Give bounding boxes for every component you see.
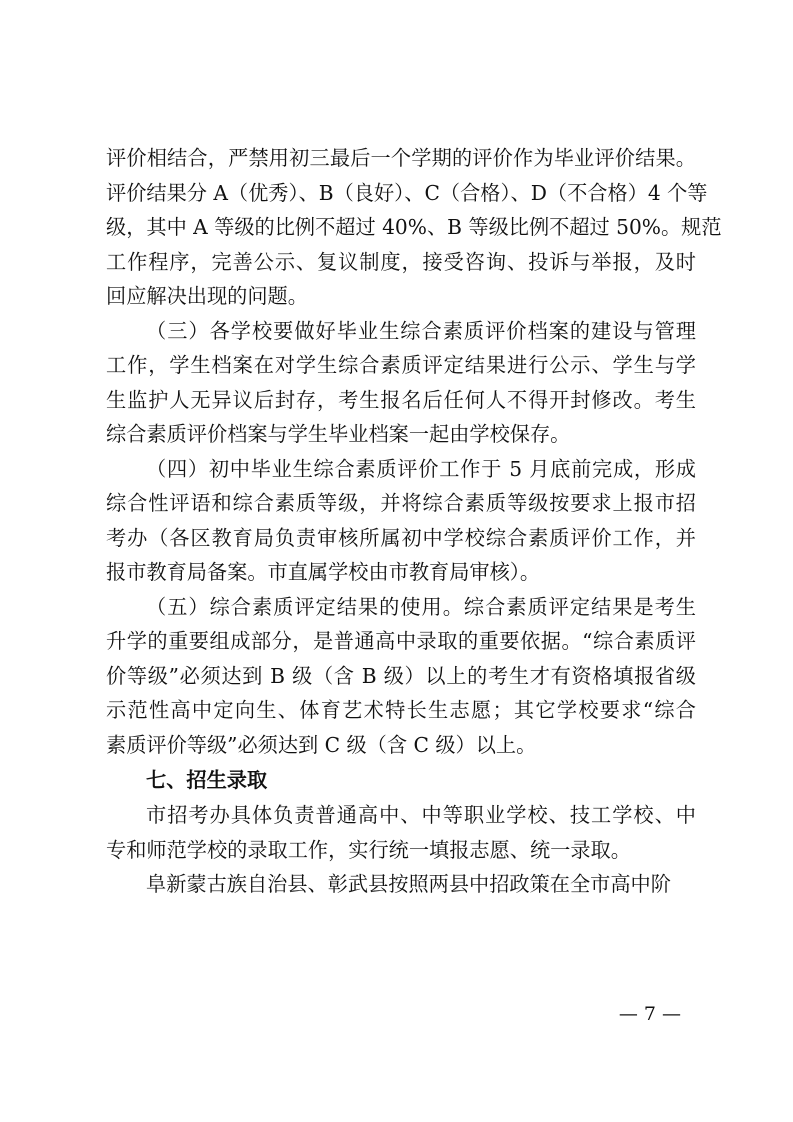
- text-line: 阜新蒙古族自治县、彰武县按照两县中招政策在全市高中阶: [146, 872, 671, 896]
- document-body: [106, 141, 722, 902]
- paragraph-admission-office: [106, 798, 696, 867]
- paragraph-item-four: [106, 452, 696, 590]
- paragraph-item-three: [106, 314, 696, 452]
- text-line: 评价相结合，严禁用初三最后一个学期的评价作为毕业评价结果。: [106, 146, 696, 170]
- text-line: （四）初中毕业生综合素质评价工作于 5 月底前完成，形成: [146, 456, 696, 481]
- text-line: 考办（各区教育局负责审核所属初中学校综合素质评价工作，并: [106, 525, 696, 550]
- paragraph-item-five: [106, 590, 696, 763]
- text-line: 价等级”必须达到 B 级（含 B 级）以上的考生才有资格填报省级: [106, 663, 696, 688]
- text-line: 综合素质评价档案与学生毕业档案一起由学校保存。: [106, 422, 571, 446]
- text-line: 专和师范学校的录取工作，实行统一填报志愿、统一录取。: [106, 837, 631, 862]
- paragraph-evaluation-results: [106, 141, 722, 314]
- section-heading: 七、招生录取: [146, 768, 268, 792]
- text-line: 回应解决出现的问题。: [106, 284, 308, 308]
- text-line: 综合性评语和综合素质等级，并将综合素质等级按要求上报市招: [106, 491, 696, 515]
- text-line: 工作，学生档案在对学生综合素质评定结果进行公示、学生与学: [106, 353, 696, 377]
- text-line: 升学的重要组成部分，是普通高中录取的重要依据。“综合素质评: [106, 629, 696, 653]
- text-line: 级，其中 A 等级的比例不超过 40%、B 等级比例不超过 50%。规范: [106, 215, 722, 239]
- paragraph-counties: [106, 867, 696, 902]
- text-line: 市招考办具体负责普通高中、中等职业学校、技工学校、中: [146, 803, 696, 827]
- text-line: 素质评价等级”必须达到 C 级（含 C 级）以上。: [106, 732, 537, 757]
- text-line: （三）各学校要做好毕业生综合素质评价档案的建设与管理: [146, 318, 696, 343]
- text-line: 生监护人无异议后封存，考生报名后任何人不得开封修改。考生: [106, 387, 696, 412]
- text-line: （五）综合素质评定结果的使用。综合素质评定结果是考生: [146, 594, 696, 619]
- text-line: 报市教育局备案。市直属学校由市教育局审核）。: [106, 560, 541, 584]
- page-number: — 7 —: [618, 1003, 681, 1025]
- text-line: 评价结果分 A（优秀）、B（良好）、C（合格）、D（不合格）4 个等: [106, 180, 708, 205]
- text-line: 示范性高中定向生、体育艺术特长生志愿；其它学校要求“综合: [106, 698, 696, 722]
- text-line: 工作程序，完善公示、复议制度，接受咨询、投诉与举报，及时: [106, 249, 696, 274]
